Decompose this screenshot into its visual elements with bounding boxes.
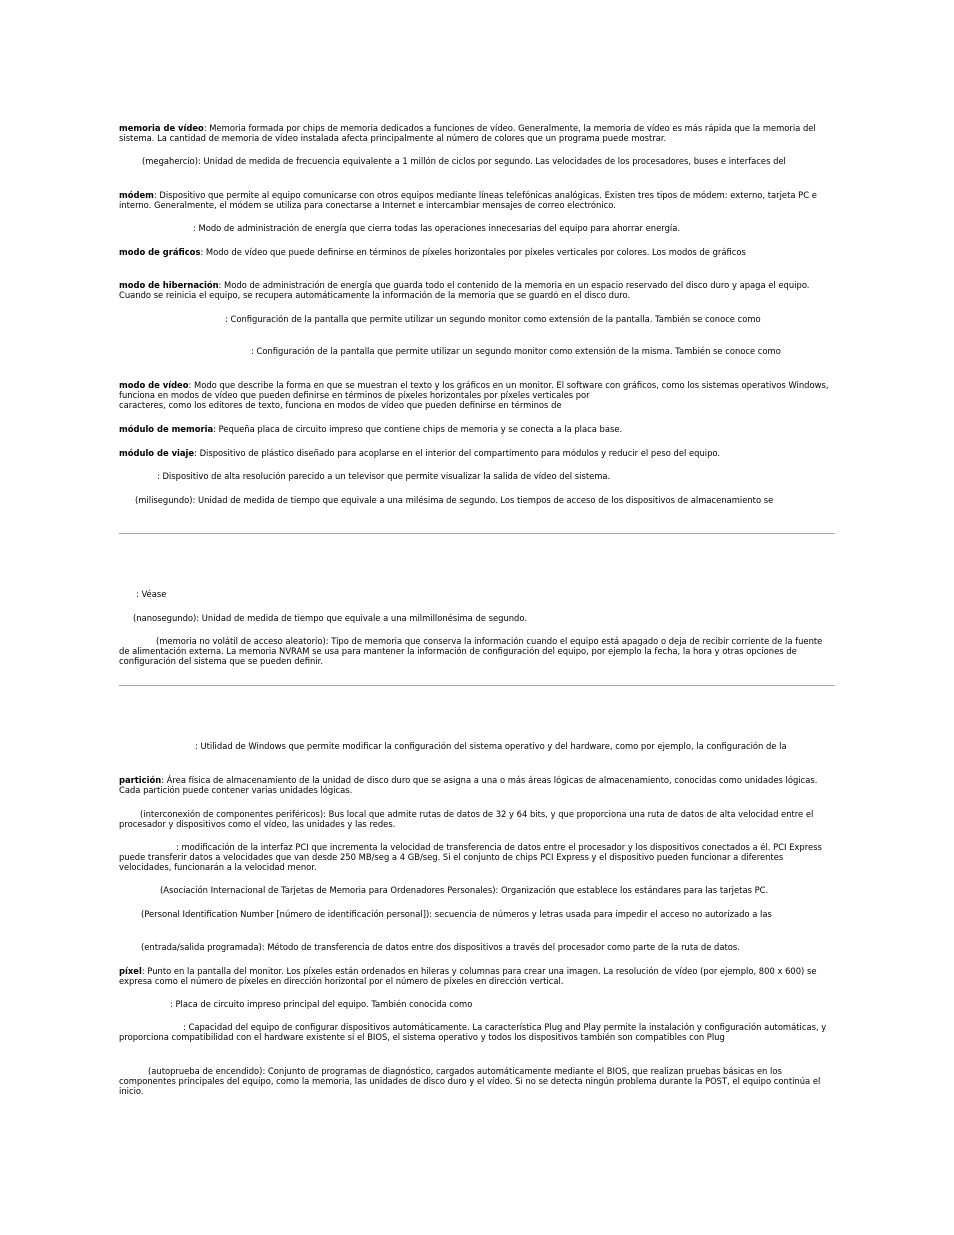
glossary-entry — [119, 999, 835, 1009]
glossary-entry — [119, 809, 835, 829]
glossary-term: modo de gráficos — [119, 247, 201, 257]
glossary-entry — [119, 966, 835, 986]
glossary-entry — [119, 448, 835, 458]
glossary-entry — [119, 380, 835, 411]
glossary-definition: : Pequeña placa de circuito impreso que contiene chips de memoria y se conecta a la placa base. — [213, 424, 623, 434]
glossary-definition: caracteres, como los editores de texto, funciona en modos de vídeo que pueden definirse en términos de — [119, 400, 562, 411]
glossary-definition: : Punto en la pantalla del monitor. Los píxeles están ordenados en hileras y columnas para crear una imagen. La resolución de vídeo (por ejemplo, 800 x 600) se expresa como el número de píxeles en dirección horizontal por el número de píxeles en dirección vertical. — [119, 966, 817, 987]
glossary-definition: (milisegundo): Unidad de medida de tiempo que equivale a una milésima de segundo. Los tiempos de acceso de los dispositivos de almacenamiento se — [135, 495, 774, 505]
glossary-definition: : modificación de la interfaz PCI que incrementa la velocidad de transferencia de datos entre el procesador y los dispositivos conectados a él. PCI Express puede transferir datos a velocidades que van desde 250 MB/seg a 4 GB/seg. Si el conjunto de chips PCI Express y el dispositivo pueden funcionar a diferentes velocidades, funcionarán a la velocidad menor. — [119, 842, 822, 873]
glossary-entry — [119, 495, 835, 505]
glossary-entry — [119, 247, 835, 257]
glossary-definition: : Modo de administración de energía que guarda todo el contenido de la memoria en un espacio reservado del disco duro y apaga el equipo. Cuando se reinicia el equipo, se recupera automáticamente la información de la memoria que se guardó en el disco duro. — [119, 280, 810, 301]
glossary-entry — [119, 842, 835, 873]
glossary-definition: : Modo de administración de energía que cierra todas las operaciones innecesarias del equipo para ahorrar energía. — [193, 223, 681, 233]
glossary-entry — [119, 424, 835, 434]
glossary-entry — [119, 223, 835, 233]
glossary-definition: : Área física de almacenamiento de la unidad de disco duro que se asigna a una o más áreas lógicas de almacenamiento, conocidas como unidades lógicas. Cada partición puede contener varias unidades lógicas. — [119, 775, 818, 796]
glossary-definition: (Asociación Internacional de Tarjetas de Memoria para Ordenadores Personales): Organización que establece los estándares para las tarjetas PC. — [160, 885, 769, 895]
glossary-term: píxel — [119, 966, 142, 976]
section-divider — [119, 533, 835, 534]
glossary-entry — [119, 346, 835, 356]
glossary-definition: (Personal Identification Number [número de identificación personal]): secuencia de números y letras usada para impedir el acceso no autorizado a las — [141, 909, 772, 919]
glossary-term: módem — [119, 190, 154, 200]
glossary-entry — [119, 123, 835, 143]
glossary-term: partición — [119, 775, 162, 785]
glossary-definition: : Dispositivo de alta resolución parecido a un televisor que permite visualizar la salida de vídeo del sistema. — [157, 471, 611, 481]
glossary-definition: : Dispositivo de plástico diseñado para acoplarse en el interior del compartimento para módulos y reducir el peso del equipo. — [194, 448, 721, 458]
glossary-definition: (memoria no volátil de acceso aleatorio): Tipo de memoria que conserva la información cuando el equipo está apagado o deja de recibir corriente de la fuente de alimentación externa. La memoria NVRAM se usa para mantener la información de configuración del equipo, por ejemplo la fecha, la hora y otras opciones de configuración del sistema que se pueden definir. — [119, 636, 823, 667]
glossary-definition: : Capacidad del equipo de configurar dispositivos automáticamente. La característica Plug and Play permite la instalación y configuración automáticas, y proporciona compatibilidad con el hardware existente si el BIOS, el sistema operativo y todos los dispositivos también son compatibles con Plug — [119, 1022, 827, 1043]
glossary-entry — [119, 741, 835, 751]
glossary-entry — [119, 1022, 835, 1042]
glossary-definition: : Configuración de la pantalla que permite utilizar un segundo monitor como extensión de la misma. También se conoce como — [251, 346, 781, 356]
glossary-definition: (interconexión de componentes periféricos): Bus local que admite rutas de datos de 32 y 64 bits, y que proporciona una ruta de datos de alta velocidad entre el procesador y dispositivos como el vídeo, las unidades y las redes. — [119, 809, 814, 830]
section-divider — [119, 685, 835, 686]
glossary-term: módulo de memoria — [119, 424, 214, 434]
glossary-term: modo de vídeo — [119, 380, 189, 390]
glossary-definition: (nanosegundo): Unidad de medida de tiempo que equivale a una milmillonésima de segundo. — [133, 613, 528, 623]
glossary-entry — [119, 613, 835, 623]
glossary-entry — [119, 156, 835, 166]
glossary-definition: : Modo que describe la forma en que se muestran el texto y los gráficos en un monitor. El software con gráficos, como los sistemas operativos Windows, funciona en modos de vídeo que pueden definirse en términos de píxeles horizontales por píxeles verticales por — [119, 380, 829, 401]
glossary-definition: (entrada/salida programada): Método de transferencia de datos entre dos dispositivos a través del procesador como parte de la ruta de datos. — [141, 942, 740, 952]
glossary-definition: (megahercio): Unidad de medida de frecuencia equivalente a 1 millón de ciclos por segundo. Las velocidades de los procesadores, buses e interfaces del — [142, 156, 786, 166]
glossary-entry — [119, 589, 835, 599]
glossary-definition: : Modo de vídeo que puede definirse en términos de píxeles horizontales por píxeles verticales por colores. Los modos de gráficos — [200, 247, 746, 257]
glossary-definition: : Utilidad de Windows que permite modificar la configuración del sistema operativo y del hardware, como por ejemplo, la configuración de la — [195, 741, 787, 751]
glossary-entry — [119, 636, 835, 667]
glossary-definition: : Placa de circuito impreso principal del equipo. También conocida como — [170, 999, 473, 1009]
glossary-entry — [119, 1066, 835, 1097]
glossary-term: modo de hibernación — [119, 280, 219, 290]
glossary-entry — [119, 775, 835, 795]
glossary-entry — [119, 942, 835, 952]
glossary-definition: : Memoria formada por chips de memoria dedicados a funciones de vídeo. Generalmente, la memoria de vídeo es más rápida que la memoria del sistema. La cantidad de memoria de vídeo instalada afecta principalmente al número de colores que un programa puede mostrar. — [119, 123, 816, 144]
glossary-term: módulo de viaje — [119, 448, 195, 458]
glossary-definition: : Configuración de la pantalla que permite utilizar un segundo monitor como extensión de la pantalla. También se conoce como — [225, 314, 761, 324]
glossary-definition: : Dispositivo que permite al equipo comunicarse con otros equipos mediante líneas telefónicas analógicas. Existen tres tipos de módem: externo, tarjeta PC e interno. Generalmente, el módem se utiliza para conectarse a Internet e intercambiar mensajes de correo electrónico. — [119, 190, 817, 211]
glossary-definition: (autoprueba de encendido): Conjunto de programas de diagnóstico, cargados automáticamente mediante el BIOS, que realizan pruebas básicas en los componentes principales del equipo, como la memoria, las unidades de disco duro y el vídeo. Si no se detecta ningún problema durante la POST, el equipo continúa el inicio. — [119, 1066, 821, 1097]
glossary-entry — [119, 190, 835, 210]
glossary-definition: : Véase — [136, 589, 167, 599]
glossary-entry — [119, 471, 835, 481]
glossary-entry — [119, 280, 835, 300]
glossary-entry — [119, 314, 835, 324]
glossary-entry — [119, 909, 835, 919]
glossary-entry — [119, 885, 835, 895]
glossary-term: memoria de vídeo — [119, 123, 204, 133]
